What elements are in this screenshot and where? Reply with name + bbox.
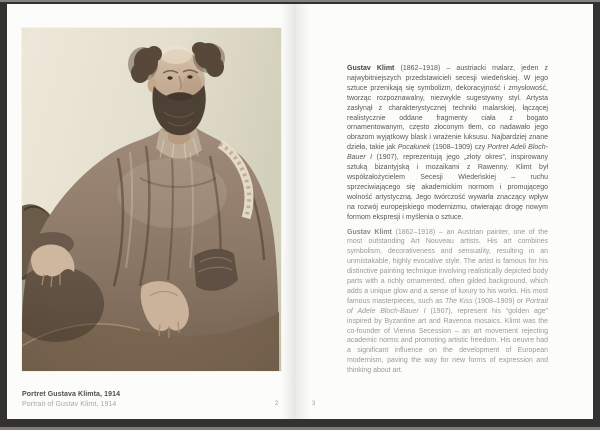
- bio-paragraph-polish: Gustav Klimt (1862–1918) – austriacki malarz, jeden z najwybitniejszych przedstawicieli secesji wiedeńskiej. W jego sztuce przenikają się symbolizm, dekoracyjność i zmysłowość, tworząc rozpoznawalny, niezwykle sugestywny styl. Artysta zasłynął z charakterystycznej techniki malarskiej, łączącej realistycznie oddane fragmenty ciała z bogato ornamentowanym, często złoconym tłem, co nadawało jego obrazom wyjątkowy blask i wrażenie luksusu. Najbardziej znane dzieła, takie jak Pocałunek (1908–1909) czy Portret Adeli Bloch-Bauer I (1907), reprezentują jego „złoty okres”, inspirowany sztuką bizantyjską i mozaikami z Rawenny. Klimt był współzałożycielem Secesji Wiedeńskiej – ruchu sprzeciwiającego się akademickim normom i promującego wolność artystyczną. Jego twórczość wywarła znaczący wpływ na rozwój europejskiego modernizmu, otwierając drogę nowym formom ekspresji i myślenia o sztuce.: [347, 65, 548, 221]
- page-gutter-shadow: [281, 4, 311, 419]
- bio-paragraph-english: Gustav Klimt (1862–1918) – an Austrian painter, one of the most outstanding Art Nouveau artists. His art combines symbolism, decorativeness and sensuality, resulting in an unmistakable, highly evocative style. The artist is famous for his distinctive painting technique involving realistically depicted body parts with a richly ornamented, often gilded background, which adds a unique glow and a sense of luxury to his works. His most famous masterpieces, such as The Kiss (1908–1909) or Portrait of Adele Bloch-Bauer I (1907), represent his “golden age” inspired by Byzantine art and Ravenna mosaics. Klimt was the co-founder of Vienna Secession – an art movement rejecting academic norms and promoting artistic freedom. His oeuvre had a significant influence on the development of European modernism, paving the way for new forms of expression and thinking about art.: [347, 228, 549, 375]
- page-number-right: 3: [312, 401, 316, 407]
- biography-text-column: [347, 64, 548, 381]
- page-number-left: 2: [275, 401, 279, 407]
- photo-vignette: [22, 28, 281, 371]
- book-spread: [7, 4, 593, 419]
- caption-english: Portrait of Gustav Klimt, 1914: [22, 401, 117, 408]
- caption-polish: Portret Gustava Klimta, 1914: [22, 391, 121, 398]
- klimt-portrait-photo: [22, 28, 281, 371]
- photo-caption: [22, 390, 120, 410]
- klimt-portrait-illustration: [22, 28, 281, 371]
